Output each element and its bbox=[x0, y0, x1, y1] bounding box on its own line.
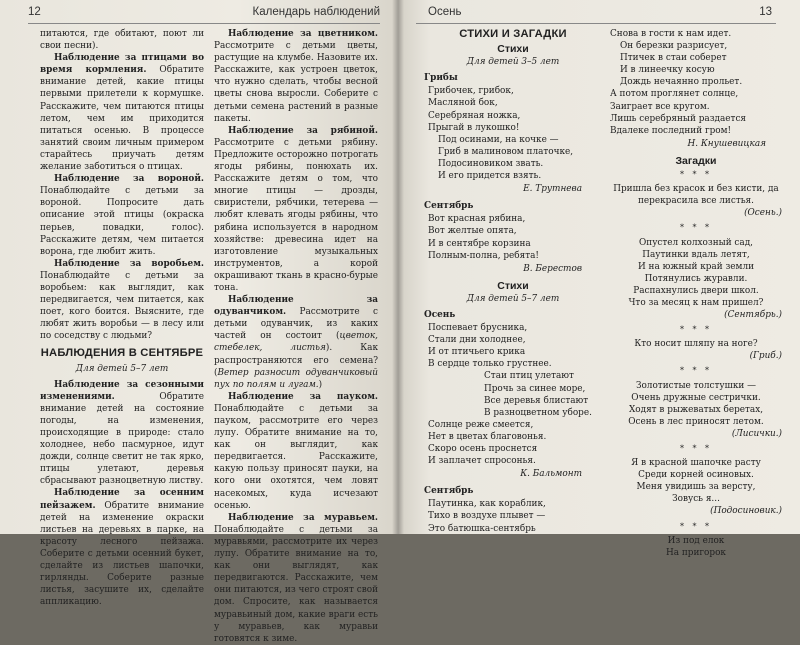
paragraph-heading: Наблюдение за рябиной. bbox=[228, 125, 378, 136]
paragraph-text: Обратите внимание детей на изменение окраски листьев на деревьях в парке, на красоту лесного пейзажа. Соберите с детьми осенний букет, сделайте из листьев шапочки, гирлянды. Соберите разные листья, засушите их, сделайте аппликацию. bbox=[40, 500, 204, 608]
header-rule bbox=[28, 23, 380, 24]
section-heading: СТИХИ И ЗАГАДКИ bbox=[459, 28, 567, 40]
poem-line: Вот желтые опята, bbox=[428, 226, 517, 237]
poem-line: Все деревья блистают bbox=[484, 395, 589, 406]
separator-stars: * * * bbox=[679, 223, 713, 233]
poem-line: Поспевает брусника, bbox=[428, 323, 528, 334]
poem-line: И от птичьего крика bbox=[428, 347, 526, 358]
paragraph-text: Рассмотрите с детьми цветы, растущие на клумбе. Назовите их. Расскажите, как устроен цветок, что нужно сделать, чтобы весной цветы снова выросли. Соберите с детьми семена растений в разные пакеты. bbox=[214, 41, 378, 124]
riddle-line: Пришла без красок и без кисти, да bbox=[613, 184, 779, 195]
riddle-line: Распахнулись двери школ. bbox=[633, 285, 759, 296]
poem-line: В сердце только грустнее. bbox=[428, 359, 552, 370]
left-page bbox=[0, 0, 398, 644]
poem-line: Прыгай в лукошко! bbox=[428, 122, 520, 133]
poem-line: Вот красная рябина, bbox=[428, 214, 526, 225]
paragraph-text: Обратите внимание детей, какие птицы первыми прилетели к кормушке. Расскажите, чем питаются птицы летом, чем им приходится питаться осенью. В процессе занятий своим личным примером старайтесь приучать детям желание заботиться о птицах. bbox=[40, 65, 204, 173]
header-rule bbox=[416, 23, 776, 24]
riddle bbox=[606, 183, 786, 219]
poem-line: Заиграет все кругом. bbox=[610, 101, 710, 112]
paragraph-text: Понаблюдайте с детьми за муравьями, рассмотрите их через лупу. Обратите внимание на то, как они выглядят, как передвигаются. Расскажите, чем они питаются, из чего строят свой дом. Спросите, как называется муравьиный дом, какие враги есть у муравьев, как муравьи готовятся к зиме. bbox=[214, 524, 378, 644]
riddle-answer: (Гриб.) bbox=[749, 351, 782, 362]
poem-title: Сентябрь bbox=[424, 486, 474, 497]
poem-line: Полным-полна, ребята! bbox=[428, 250, 539, 261]
poem-line: Лишь серебряный раздается bbox=[610, 113, 747, 124]
poem-author: Н. Кнушевицкая bbox=[687, 138, 766, 149]
riddle-answer: (Сентябрь.) bbox=[724, 310, 782, 321]
poem-author: Е. Трутнева bbox=[523, 184, 582, 195]
riddle-line: Очень дружные сестрички. bbox=[631, 392, 761, 403]
paragraph-heading: Наблюдение за пауком. bbox=[228, 391, 378, 402]
poem-line: Прочь за синее море, bbox=[484, 383, 586, 394]
riddle-line: Опустел колхозный сад, bbox=[639, 237, 753, 248]
age-note: Для детей 5–7 лет bbox=[75, 363, 169, 374]
poem-line: Птичек в стаи соберет bbox=[620, 53, 727, 64]
riddle-line: Золотистые толстушки — bbox=[635, 380, 757, 391]
paragraph-heading: Наблюдение за осенним пейзажем. bbox=[40, 488, 204, 511]
paragraph-text: Понаблюдайте с детьми за вороной. Попросите дать описание этой птицы (окраска перьев, повадки, голос). Расскажите детям, чем питается ворона, где любит жить. bbox=[40, 186, 204, 257]
riddle-line: Паутинки вдаль летят, bbox=[642, 249, 750, 260]
poem bbox=[424, 485, 602, 534]
paragraph-italic: Ветер разносит одуванчиковый пух по полям и лугам. bbox=[214, 367, 378, 390]
poem-line: Он березки разрисует, bbox=[620, 41, 728, 52]
poem-line: Грибочек, грибок, bbox=[428, 86, 514, 97]
riddle-line: Ходят в рыжеватых беретах, bbox=[628, 404, 764, 415]
poem bbox=[424, 72, 602, 195]
paragraph-heading: Наблюдение за муравьем. bbox=[228, 512, 378, 523]
poem-line: Дождь нечаянно прольет. bbox=[620, 77, 743, 88]
separator-stars: * * * bbox=[679, 325, 713, 335]
poem-title: Сентябрь bbox=[424, 201, 474, 212]
page-number: 13 bbox=[759, 6, 772, 18]
poem-line: Гриб в малиновом платочке, bbox=[438, 146, 574, 157]
section-heading: НАБЛЮДЕНИЯ В СЕНТЯБРЕ bbox=[40, 347, 204, 360]
riddle-line: Из под елок bbox=[667, 535, 725, 546]
separator-stars: * * * bbox=[679, 521, 713, 531]
poem-line: Скоро осень проснется bbox=[428, 444, 538, 454]
riddle-line: На пригорок bbox=[666, 547, 726, 558]
subheading: Стихи bbox=[497, 43, 529, 56]
poem-line: Нет в цветах благовонья. bbox=[428, 431, 547, 442]
paragraph-heading: Наблюдение за птицами во время кормления. bbox=[40, 53, 204, 76]
poem-line: Масляной бок, bbox=[428, 98, 498, 109]
riddle bbox=[606, 457, 786, 517]
paragraph bbox=[214, 28, 378, 125]
paragraph bbox=[40, 379, 204, 488]
paragraph-text: Понаблюдайте с детьми за воробьем: как выглядит, как передвигается, чем питается, как поет, кого боится. Выясните, где любят жить воробьи — в лесу или по соседству с людьми? bbox=[40, 270, 204, 342]
paragraph bbox=[214, 294, 378, 391]
right-page-header bbox=[416, 4, 776, 24]
riddle-line: Меня увидишь за версту, bbox=[636, 482, 756, 493]
poem-line: Вдалеке последний гром! bbox=[610, 125, 732, 136]
paragraph-heading: Наблюдение за одуванчиком. bbox=[214, 295, 378, 318]
poem-line: В разноцветном уборе. bbox=[484, 407, 592, 418]
poem-line: И в линеечку косую bbox=[620, 65, 715, 76]
paragraph bbox=[214, 125, 378, 294]
poem-author: К. Бальмонт bbox=[520, 469, 582, 480]
poem-author: В. Берестов bbox=[523, 263, 582, 274]
left-page-header bbox=[28, 4, 380, 24]
paragraph-text: Рассмотрите с детьми рябину. Предложите осторожно потрогать ягоды рябины, понюхать их. Расскажите детям о том, что многие птицы — дрозды, свиристели, рябчики, тетерева — любят клевать ягоды рябины, что рябина используется в народном хозяйстве: древесина идет на изготовление музыкальных инструментов, а корой окрашивают ткань в красно-бурые тона. bbox=[214, 137, 378, 293]
poem-continued bbox=[606, 28, 786, 150]
poem-line: Это батюшка-сентябрь bbox=[428, 523, 536, 534]
paragraph-text: Обратите внимание детей на состояние погоды, на изменения, происходящие в природе: стало холоднее, небо пасмурное, идут дожди, солнце светит не так ярко, птицы улетают, деревья сбрасывают разноцветную листву. bbox=[40, 391, 204, 487]
paragraph-text: Рассмотрите с детьми одуванчик, из каких частей он состоит ( bbox=[214, 307, 378, 342]
poem-line: Стали дни холоднее, bbox=[428, 335, 526, 346]
paragraph bbox=[40, 258, 204, 343]
poem-line: И его придется взять. bbox=[438, 171, 542, 182]
poem-line: Паутинка, как кораблик, bbox=[428, 499, 546, 510]
riddle-answer: (Осень.) bbox=[744, 208, 782, 219]
paragraph bbox=[40, 52, 204, 173]
riddle bbox=[606, 380, 786, 440]
running-title: Осень bbox=[428, 6, 462, 18]
paragraph-italic: цветок, стебелек, листья bbox=[214, 331, 378, 354]
poem bbox=[424, 200, 602, 275]
riddle-line: Потянулись журавли. bbox=[644, 273, 748, 284]
riddle-line: Среди корней осиновых. bbox=[638, 470, 754, 481]
riddle-line: Кто носит шляпу на ноге? bbox=[634, 339, 758, 350]
poem-line: Снова в гости к нам идет. bbox=[610, 29, 732, 39]
riddle bbox=[606, 237, 786, 322]
riddles-heading: Загадки bbox=[675, 154, 717, 167]
poem-line: Под осинами, на кочке — bbox=[438, 134, 559, 145]
poem bbox=[424, 309, 602, 480]
paragraph-text: Понаблюдайте с детьми за пауком, рассмотрите его через лупу. Обратите внимание на то, как он выглядит, как передвигается. Расскажите, какую пользу приносят пауки, на кого они охотятся, чем ловят насекомых, куда исчезают осенью. bbox=[214, 403, 378, 511]
paragraph-text: ). Как распространяются его семена? ( bbox=[214, 343, 378, 378]
poem-line: И в сентябре корзина bbox=[428, 238, 531, 249]
left-column-1 bbox=[40, 28, 204, 608]
poem-line: Стаи птиц улетают bbox=[484, 371, 574, 382]
paragraph bbox=[40, 173, 204, 258]
paragraph: питаются, где обитают, поют ли свои песни). bbox=[40, 29, 204, 52]
riddle-line: перекрасила все листья. bbox=[638, 196, 754, 207]
poem-line: А потом проглянет солнце, bbox=[610, 89, 739, 100]
poem-line: Серебряная ножка, bbox=[428, 110, 521, 121]
right-column-1 bbox=[424, 28, 602, 540]
poem-line: Подосиновиком звать. bbox=[438, 158, 544, 169]
paragraph-text: ) bbox=[318, 379, 323, 390]
paragraph-heading: Наблюдение за воробьем. bbox=[54, 258, 204, 269]
separator-stars: * * * bbox=[679, 366, 713, 376]
poem-line: Тихо в воздухе плывет — bbox=[428, 511, 546, 522]
page-number: 12 bbox=[28, 6, 41, 18]
age-note: Для детей 3–5 лет bbox=[466, 57, 560, 68]
poem-title: Осень bbox=[424, 309, 456, 320]
riddle-line: Зовусь я... bbox=[672, 494, 720, 505]
book-gutter bbox=[392, 0, 404, 534]
riddle bbox=[606, 535, 786, 559]
paragraph bbox=[214, 512, 378, 645]
paragraph-heading: Наблюдение за вороной. bbox=[54, 174, 204, 185]
right-page bbox=[398, 0, 800, 558]
separator-stars: * * * bbox=[679, 170, 713, 180]
riddle-answer: (Лисички.) bbox=[731, 428, 782, 439]
paragraph bbox=[40, 487, 204, 608]
running-title: Календарь наблюдений bbox=[252, 6, 380, 18]
poem-line: И заплачет спросонья. bbox=[428, 456, 536, 467]
riddle-line: И на южный край земли bbox=[638, 261, 754, 272]
age-note: Для детей 5–7 лет bbox=[466, 293, 560, 304]
left-column-2 bbox=[214, 28, 378, 645]
riddle-line: Осень в лес приносят летом. bbox=[628, 416, 764, 427]
poem-title: Грибы bbox=[424, 73, 458, 84]
paragraph bbox=[214, 391, 378, 512]
riddle-line: Что за месяц к нам пришел? bbox=[628, 297, 764, 308]
poem-line: Солнце реже смеется, bbox=[428, 419, 534, 430]
riddle-answer: (Подосиновик.) bbox=[710, 506, 782, 517]
paragraph-heading: Наблюдение за сезонными изменениями. bbox=[40, 379, 204, 402]
subheading: Стихи bbox=[497, 279, 529, 292]
riddle bbox=[606, 338, 786, 362]
riddle-line: Я в красной шапочке расту bbox=[631, 458, 761, 469]
right-column-2 bbox=[606, 28, 786, 562]
separator-stars: * * * bbox=[679, 444, 713, 453]
paragraph-heading: Наблюдение за цветником. bbox=[228, 29, 378, 39]
